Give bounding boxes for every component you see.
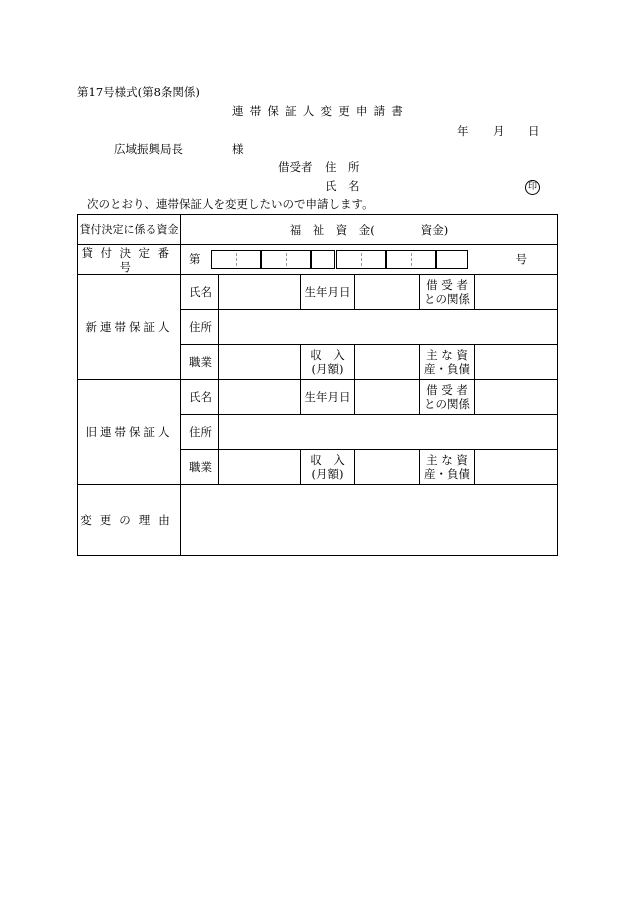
old-assets-label: 主 な 資 産・負債 [420, 450, 475, 485]
new-income-label: 収 入 (月額) [301, 345, 355, 380]
new-income-field[interactable] [355, 345, 420, 380]
old-occupation-field[interactable] [219, 450, 301, 485]
new-address-field[interactable] [219, 310, 558, 345]
number-suffix: 号 [515, 252, 528, 266]
reason-field[interactable] [181, 485, 558, 556]
old-birthdate-label: 生年月日 [301, 380, 355, 415]
form-number: 第17号様式(第8条関係) [77, 85, 200, 99]
honorific: 様 [232, 142, 244, 156]
new-occupation-label: 職業 [181, 345, 219, 380]
date-day: 日 [528, 124, 540, 138]
old-address-field[interactable] [219, 415, 558, 450]
number-prefix: 第 [189, 252, 201, 266]
seal-mark [525, 178, 540, 195]
new-guarantor-label: 新連帯保証人 [78, 275, 181, 380]
fund-label: 貸付決定に係る資金 [78, 215, 181, 245]
addressee: 広域振興局長 [114, 142, 183, 156]
new-relation-field[interactable] [475, 275, 558, 310]
new-address-label: 住所 [181, 310, 219, 345]
fund-value[interactable]: 福 祉 資 金( 資金) [181, 215, 558, 245]
old-name-label: 氏名 [181, 380, 219, 415]
borrower-label: 借受者 [278, 160, 313, 174]
statement: 次のとおり、連帯保証人を変更したいので申請します。 [87, 197, 374, 211]
old-relation-field[interactable] [475, 380, 558, 415]
new-assets-label: 主 な 資 産・負債 [420, 345, 475, 380]
borrower-address-label: 住 所 [325, 160, 360, 174]
digit-box[interactable] [211, 250, 261, 269]
reason-label: 変更の理由 [78, 485, 181, 556]
new-name-label: 氏名 [181, 275, 219, 310]
old-guarantor-label: 旧連帯保証人 [78, 380, 181, 485]
new-relation-label: 借 受 者 との関係 [420, 275, 475, 310]
old-birthdate-field[interactable] [355, 380, 420, 415]
old-relation-label: 借 受 者 との関係 [420, 380, 475, 415]
seal-icon: 印 [525, 180, 540, 195]
new-assets-field[interactable] [475, 345, 558, 380]
old-name-field[interactable] [219, 380, 301, 415]
old-assets-field[interactable] [475, 450, 558, 485]
digit-box[interactable] [436, 250, 468, 269]
new-birthdate-label: 生年月日 [301, 275, 355, 310]
new-name-field[interactable] [219, 275, 301, 310]
number-field[interactable] [181, 245, 558, 275]
digit-box[interactable] [336, 250, 386, 269]
borrower-name-label: 氏 名 [325, 179, 360, 193]
old-occupation-label: 職業 [181, 450, 219, 485]
old-address-label: 住所 [181, 415, 219, 450]
new-occupation-field[interactable] [219, 345, 301, 380]
application-form-table [77, 214, 558, 556]
digit-box[interactable] [311, 250, 335, 269]
new-birthdate-field[interactable] [355, 275, 420, 310]
date-month: 月 [493, 124, 505, 138]
old-income-field[interactable] [355, 450, 420, 485]
old-income-label: 収 入 (月額) [301, 450, 355, 485]
digit-box[interactable] [261, 250, 311, 269]
date-year: 年 [457, 124, 469, 138]
number-label: 貸付決定番号 [78, 245, 181, 275]
form-title: 連帯保証人変更申請書 [232, 104, 409, 118]
digit-box[interactable] [386, 250, 436, 269]
